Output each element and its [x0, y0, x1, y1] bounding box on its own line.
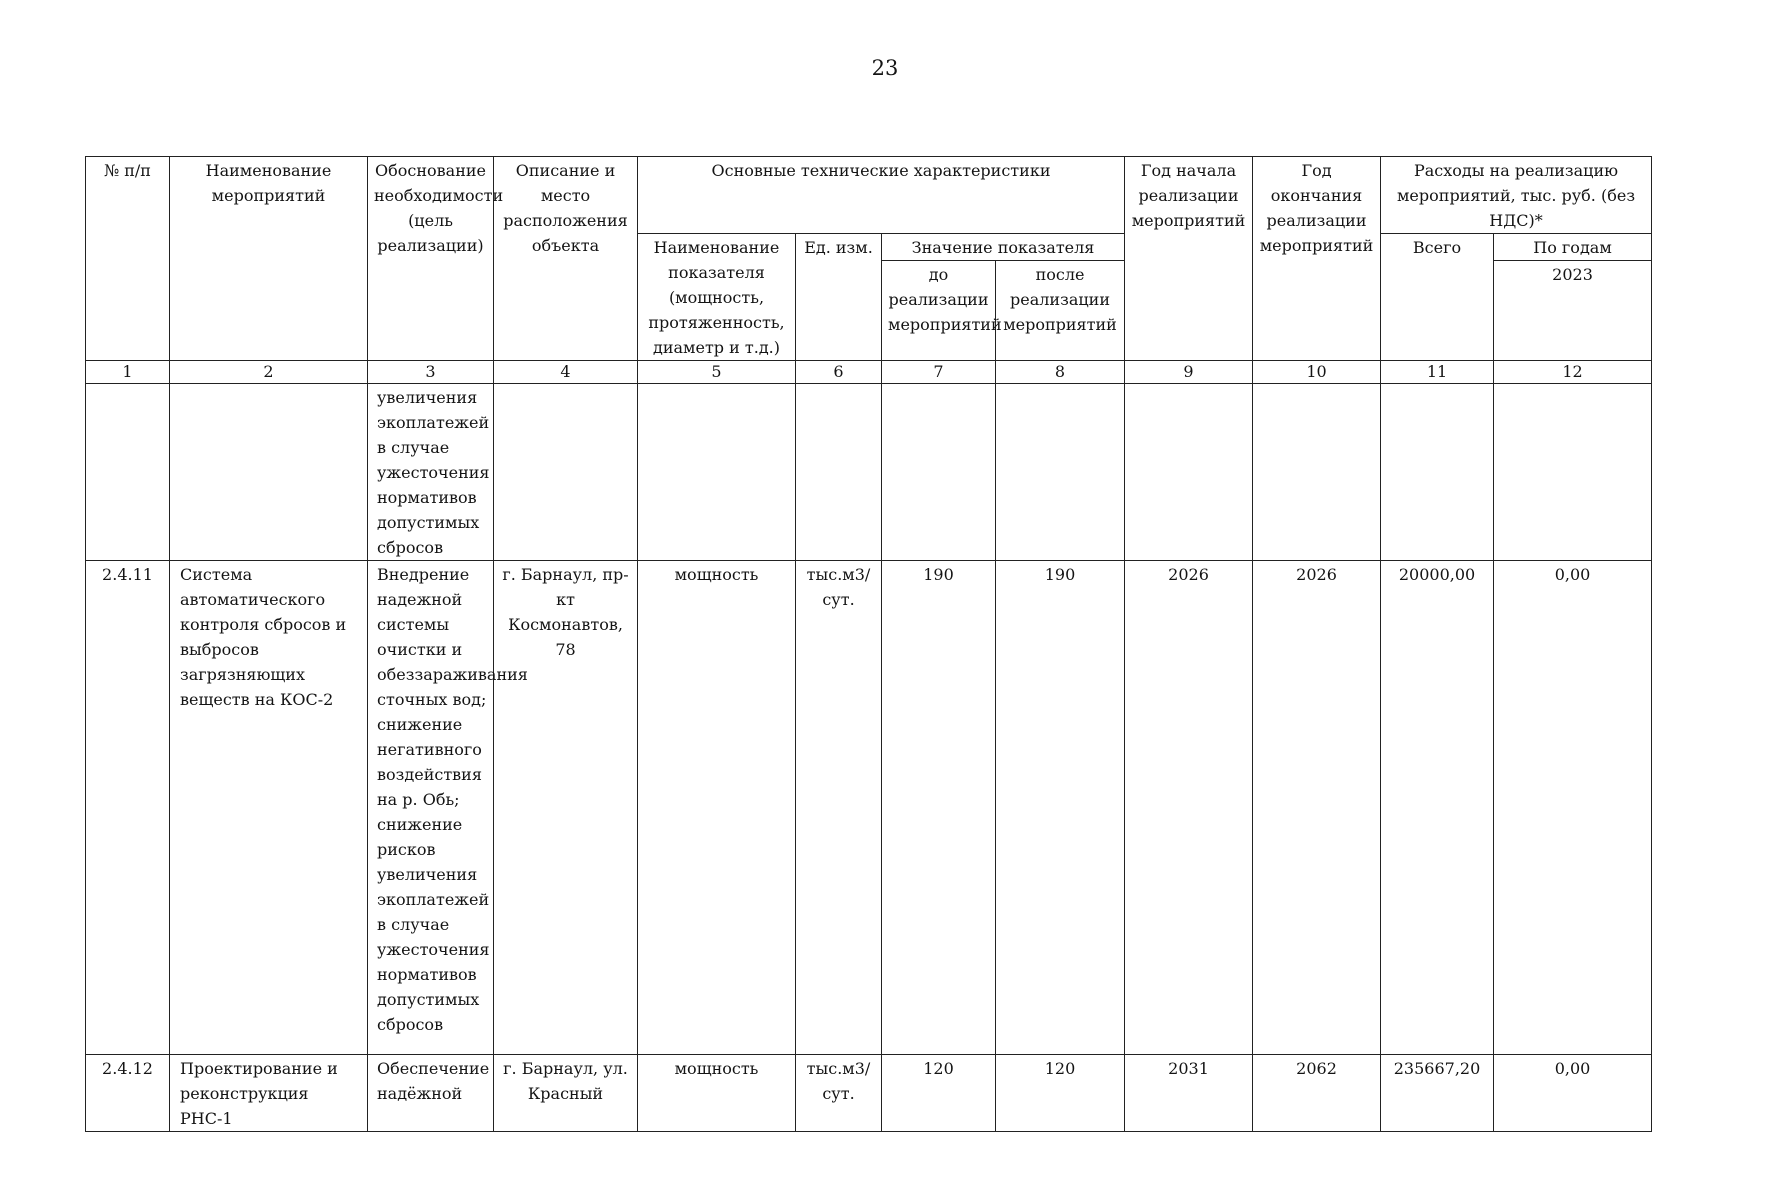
cell-justification: Обеспечение надёжной [368, 1055, 494, 1132]
page-number: 23 [871, 56, 899, 80]
table-row-continuation [86, 384, 1652, 561]
cell-name: Проектирование и реконструкция РНС-1 [170, 1055, 368, 1132]
column-number: 1 [86, 361, 170, 384]
table-row [86, 1055, 1652, 1132]
header-value-after: после реализации мероприятий [996, 261, 1125, 361]
column-number: 9 [1125, 361, 1253, 384]
header-costs-total: Всего [1381, 234, 1494, 361]
cell-location: г. Барнаул, ул. Красный [494, 1055, 638, 1132]
header-num: № п/п [86, 157, 170, 361]
cell-value-after: 120 [996, 1055, 1125, 1132]
cell-start-year: 2026 [1125, 561, 1253, 1055]
column-number: 6 [796, 361, 882, 384]
cell-empty [638, 384, 796, 561]
cell-unit: тыс.м3/ сут. [796, 561, 882, 1055]
cell-location: г. Барнаул, пр-кт Космонавтов, 78 [494, 561, 638, 1055]
column-number: 5 [638, 361, 796, 384]
column-number-row [86, 361, 1652, 384]
cell-empty [1253, 384, 1381, 561]
column-number: 4 [494, 361, 638, 384]
header-indicator-value: Значение показателя [882, 234, 1125, 261]
cell-total-cost: 20000,00 [1381, 561, 1494, 1055]
cell-empty [796, 384, 882, 561]
header-costs: Расходы на реализацию мероприятий, тыс. руб. (без НДС)* [1381, 157, 1652, 234]
cell-empty [170, 384, 368, 561]
cell-cost-2023: 0,00 [1494, 1055, 1652, 1132]
header-name: Наименование мероприятий [170, 157, 368, 361]
investment-plan-table [85, 156, 1652, 1132]
cell-value-before: 190 [882, 561, 996, 1055]
header-indicator-name: Наименование показателя (мощность, протяженность, диаметр и т.д.) [638, 234, 796, 361]
cell-num: 2.4.11 [86, 561, 170, 1055]
cell-justification: Внедрение надежной системы очистки и обеззараживания сточных вод; снижение негативного воздействия на р. Обь; снижение рисков увеличения экоплатежей в случае ужесточения нормативов допустимых сбросов [368, 561, 494, 1055]
cell-indicator: мощность [638, 1055, 796, 1132]
cell-value-after: 190 [996, 561, 1125, 1055]
cell-empty [1381, 384, 1494, 561]
cell-empty [996, 384, 1125, 561]
header-costs-by-year: По годам [1494, 234, 1652, 261]
header-tech-characteristics: Основные технические характеристики [638, 157, 1125, 234]
cell-end-year: 2026 [1253, 561, 1381, 1055]
cell-total-cost: 235667,20 [1381, 1055, 1494, 1132]
cell-unit: тыс.м3/ сут. [796, 1055, 882, 1132]
cell-empty [882, 384, 996, 561]
header-description: Описание и место расположения объекта [494, 157, 638, 361]
table-row [86, 561, 1652, 1055]
header-justification: Обоснование необходимости (цель реализации) [368, 157, 494, 361]
column-number: 12 [1494, 361, 1652, 384]
cell-start-year: 2031 [1125, 1055, 1253, 1132]
column-number: 3 [368, 361, 494, 384]
cell-empty [1125, 384, 1253, 561]
cell-empty [1494, 384, 1652, 561]
column-number: 10 [1253, 361, 1381, 384]
column-number: 2 [170, 361, 368, 384]
header-end-year: Год окончания реализации мероприятий [1253, 157, 1381, 361]
header-year-2023: 2023 [1494, 261, 1652, 361]
cell-name: Система автоматического контроля сбросов и выбросов загрязняющих веществ на КОС-2 [170, 561, 368, 1055]
cell-empty [494, 384, 638, 561]
cell-end-year: 2062 [1253, 1055, 1381, 1132]
header-value-before: до реализации мероприятий [882, 261, 996, 361]
cell-empty [86, 384, 170, 561]
cell-num: 2.4.12 [86, 1055, 170, 1132]
cell-justification: увеличения экоплатежей в случае ужесточения нормативов допустимых сбросов [368, 384, 494, 561]
cell-cost-2023: 0,00 [1494, 561, 1652, 1055]
header-unit: Ед. изм. [796, 234, 882, 361]
cell-value-before: 120 [882, 1055, 996, 1132]
header-start-year: Год начала реализации мероприятий [1125, 157, 1253, 361]
cell-indicator: мощность [638, 561, 796, 1055]
column-number: 8 [996, 361, 1125, 384]
column-number: 7 [882, 361, 996, 384]
column-number: 11 [1381, 361, 1494, 384]
